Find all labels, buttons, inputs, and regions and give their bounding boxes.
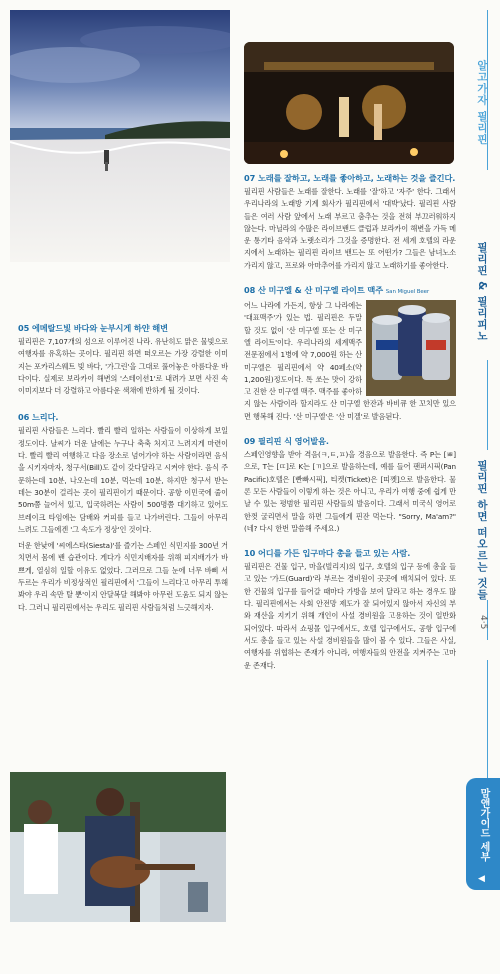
guitarist-photo: [10, 772, 226, 922]
section-09-title: 09 필리핀 식 영어발음.: [244, 436, 329, 447]
page-number: 4·5: [478, 615, 488, 630]
section-10-body: 필리핀은 건물 입구, 마을(빌리지)의 입구, 호텔의 입구 등에 총을 들고 있는 '가드(Guard)'라 부르는 경비원이 곳곳에 배치되어 있다. 또한 건물의 입구를 들어갈 때마다 가방을 보여 달라고 하는 경우도 많다. 필리핀에서는 사회 안전망 제도가 잘 되어있지 않아서 자신의 부와 재산을 지키기 위해 개인이 사설 경비원을 고용하는 것이 일반화 되어있다. 따라서 쇼핑몰 입구에서도, 호텔 입구에서도, 공항 입구에서도 총을 들고 있는 사설 경비원들을 많이 볼 수 있다. 그들은 사실, 여행자를 위협하는 존재가 아니라, 여행자들의 안전을 지켜주는 고마운 존재다.: [244, 562, 456, 670]
sidebar-section-lower: 필리핀 하면 떠오르는 것들: [476, 460, 488, 601]
section-08-body: 어느 나라에 가든지, 항상 그 나라에는 '대표맥주'가 있는 법. 필리핀은 두말 할 것도 없이 '산 미구엘 또는 산 미구엘 라이트'이다. 우리나라의 세계맥주 전문점에서 1병에 약 7,000원 하는 산 미구엘은 필리핀에서 약 40페소(약 1,200원)정도이다. 톡 쏘는 맛이 강하고 진한 산 미구엘 맥주. 맥주를 좋아하지 않는 사람이라 할지라도 산 미구엘 한잔과 바비큐 한 꼬치만 있으면 행복해 진다. '산 미구엘'은 '산 미겔'로 발음된다.: [244, 301, 456, 421]
section-06-body-2: 더운 한낮에 '씨에스타(Siesta)'를 즐기는 스페인 식민지를 300년 거치면서 몸에 밴 습관이다. 게다가 식민지배자를 위해 피지배가가 바쁘게, 열심히 일할 이유도 없었다. 그러므로 그들 눈에 너무 바삐 서두르는 우리가 비정상적인 필리핀에서 '그들이 느리다고 아무리 투해봐야 우리 속만 탈 뿐'이지 안달복달 해봐야 아무런 도움도 되지 않는다. 그러니 필리핀에서는 우리도 필리핀 사람들처럼 느긋해지자.: [18, 541, 228, 612]
guide-tab[interactable]: [466, 778, 500, 890]
beer-cans-photo: [366, 300, 456, 396]
section-09-body: 스페인영향을 받아 격음(ㅋ,ㅌ,ㅍ)을 경음으로 발음한다. 즉 P는 [ㅃ]으로, T는 [ㄸ]로 K는 [ㄲ]으로 발음하는데, 예를 들어 팬퍼시픽(Pan Pacific)호텔은 [빤빠시픽], 티켓(Ticket)은 [띠껫]으로 발음한다. 물론 모든 사람들이 이렇게 하는 것은 아니고, 우리가 여행 중에 쉽게 만날 수 있는 평범한 필리핀 사람들의 발음이다. 그래서 미국식 영어로 한껏 굴리면서 말을 하면 그들에게 핀잔 먹는다. "Sorry, Ma'am?" (네? 다시 한번 말씀해 주세요.): [244, 450, 456, 533]
section-08-title-ko: 08 산 미구엘 & 산 미구엘 라이트 맥주: [244, 285, 384, 296]
tab-arrow-icon: ◀: [478, 874, 485, 884]
section-08-title: [244, 284, 456, 298]
guide-tab-label: 맘앤가이드 세부: [478, 788, 489, 862]
section-08-title-en: San Miguel Beer: [385, 289, 430, 296]
sidebar-section-top: 알고가자 필리핀: [476, 60, 488, 146]
sidebar-section-mid: 필리핀 & 필리피노: [476, 242, 488, 342]
sidebar-rule-bottom: [487, 660, 488, 780]
section-05-title: 05 에메랄드빛 바다와 눈부시게 하얀 해변: [18, 323, 168, 333]
left-column: [18, 312, 228, 618]
section-06-body-1: 필리핀 사람들은 느리다. 빨리 빨리 일하는 사람들이 이상하게 보일 정도이다. 날씨가 더운 날에는 누구나 축축 처지고 느려지게 마련이다. 빨리 빨리 여행하고 다음 장소로 넘어가야 하는 사람이라면 음식을 시키자마자, 청구서(Bill)도 같이 갖다달라고 시켜야 한다. 음식 주문하는데 10분, 나오는데 10분, 먹는데 10분, 하지만 청구서 받는 데는 30분이 걸리는 곳이 필리핀이기 때문이다. 공항 이민국에 줄이 50m쯤 늘어서 있고, 입국하려는 사람이 500명쯤 대기하고 있어도 브레이크 타임에는 담배와 커피를 들고 나가버린다. 그들이 아무리 느려도 그들에겐 '그 속도가 정상'인 것이다.: [18, 426, 228, 534]
sidebar-rule-mid: [487, 360, 488, 450]
live-band-photo: [244, 42, 454, 164]
section-07-title: 07 노래를 잘하고, 노래를 좋아하고, 노래하는 것을 즐긴다.: [244, 173, 456, 183]
section-05-body: 필리핀은 7,107개의 섬으로 이루어진 나라. 유난히도 맑은 물빛으로 여행자를 유혹하는 곳이다. 필리핀 하면 떠오르는 가장 강렬한 이미지는 포카리스웨트 빛 바다, '가그린'을 그대로 풀어놓은 아름다운 바다이다. 실제로 보라카이 해변의 '스테이션1'로 내려가 보면 사진 속 이미지보다 더 강렬하고 아름다운 색채에 반하게 될 것이다.: [18, 337, 228, 396]
section-10-title: 10 어디를 가든 입구마다 총을 들고 있는 사람.: [244, 548, 411, 559]
beach-photo: [10, 10, 230, 262]
section-07-body: 필리핀 사람들은 노래를 잘한다. 노래를 '잘'하고 '자주' 한다. 그래서 우리나라의 노래방 기계 회사가 필리핀에서 '대박'났다. 필리핀 사람들은 여러 사람 앞에서 노래 부르고 춤추는 것을 전혀 부끄러워하지 않는다. 마닐라의 수많은 라이브밴드 클럽과 보라카이 해변을 가득 메운 통기타 음악과 노랫소리가 그것을 증명한다. 전 세계 호텔의 라운지에서 노래하는 필리핀 라이브 밴드는 또 어떤가? 그들은 남녀노소 가리지 않고, 프로와 아마추어를 가리지 않고 노래하기를 좋아한다.: [244, 187, 456, 270]
section-06-title: 06 느리다.: [18, 412, 59, 423]
right-column: [244, 168, 456, 676]
